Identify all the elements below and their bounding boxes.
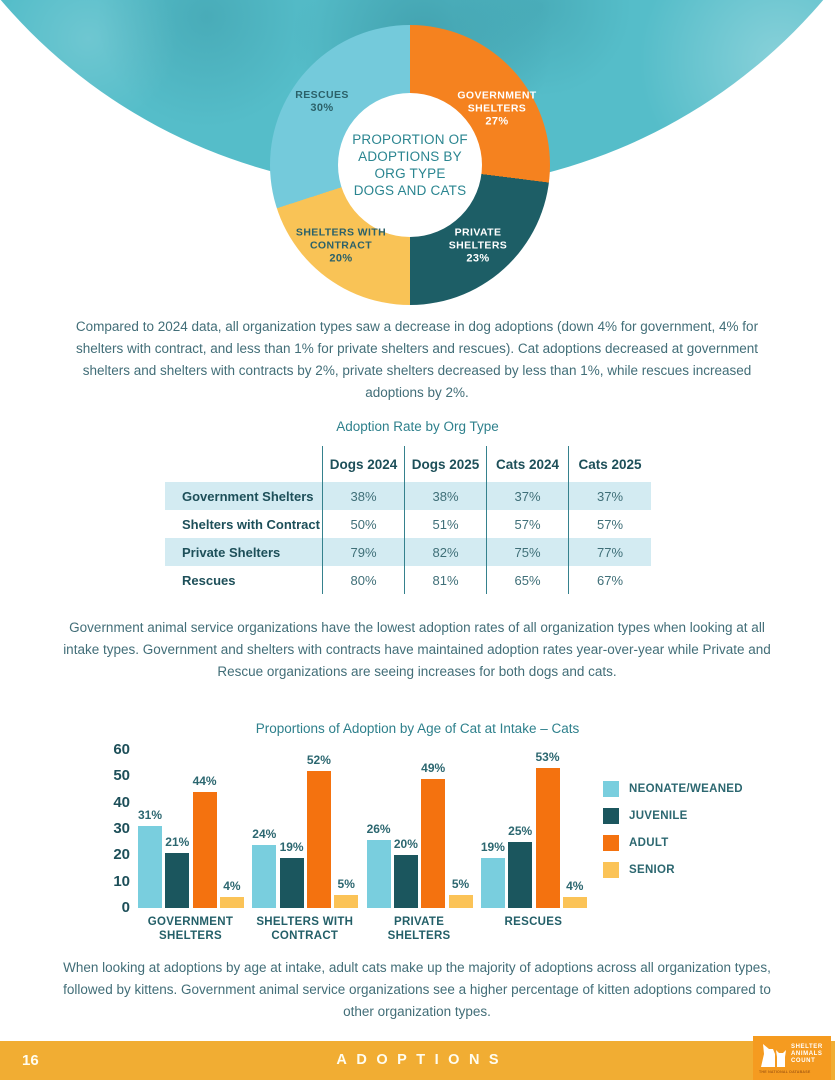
- bar-value-label: 4%: [223, 879, 241, 894]
- bar-value-label: 49%: [421, 760, 446, 775]
- table-row: [165, 538, 651, 566]
- bar-chart-title: Proportions of Adoption by Age of Cat at Intake – Cats: [255, 721, 580, 736]
- table-row-label: Shelters with Contract: [182, 516, 320, 532]
- donut-center-line: ORG TYPE: [374, 166, 446, 181]
- logo-wordmark: SHELTER ANIMALS COUNT: [791, 1044, 823, 1064]
- footer-bar: [0, 1041, 835, 1080]
- y-axis-tick-label: 40: [113, 793, 130, 811]
- table-header-row: [165, 446, 651, 482]
- legend-label: SENIOR: [629, 863, 675, 876]
- legend-label: NEONATE/WEANED: [629, 782, 743, 795]
- table-cell: 65%: [486, 566, 568, 594]
- page-number: 16: [22, 1052, 39, 1069]
- table-cell: 57%: [486, 510, 568, 538]
- adoption-rate-table: [165, 446, 651, 594]
- legend-item: [603, 834, 669, 851]
- table-row-label: Private Shelters: [182, 544, 281, 560]
- bar-value-label: 21%: [165, 834, 190, 849]
- donut-center-line: PROPORTION OF: [352, 132, 468, 147]
- legend-item: [603, 861, 675, 878]
- table-cell: 67%: [568, 566, 651, 594]
- bar: [563, 897, 587, 908]
- donut-segment-label: PRIVATE SHELTERS 23%: [448, 226, 508, 265]
- legend-swatch: [603, 781, 619, 797]
- table-row: [165, 482, 651, 510]
- table-cell: 80%: [322, 566, 404, 594]
- table-cell: 38%: [404, 482, 486, 510]
- donut-center-line: DOGS AND CATS: [353, 183, 467, 198]
- y-axis-tick-label: 60: [113, 741, 130, 758]
- bar-value-label: 4%: [566, 879, 584, 894]
- bar-value-label: 20%: [393, 837, 418, 852]
- legend-swatch: [603, 808, 619, 824]
- bar: [252, 845, 276, 908]
- bar-value-label: 19%: [480, 839, 505, 854]
- donut-center-line: ADOPTIONS BY: [358, 149, 462, 164]
- bar-value-label: 44%: [192, 774, 217, 789]
- paragraph-adoption-rates: Government animal service organizations have the lowest adoption rates of all organization types when looking at all intake types. Government and shelters with contracts have maintained adoption rates year-over-year while Private and Rescue organizations are seeing increases for both dogs and cats.: [63, 620, 771, 679]
- legend-item: [603, 807, 688, 824]
- y-axis-tick-label: 50: [113, 767, 130, 785]
- table-cell: 57%: [568, 510, 651, 538]
- footer-section-label: ADOPTIONS: [336, 1052, 509, 1068]
- bar-value-label: 53%: [535, 750, 560, 765]
- bar: [280, 858, 304, 908]
- bar-value-label: 26%: [366, 821, 391, 836]
- legend-label: ADULT: [629, 836, 669, 849]
- table-cell: 75%: [486, 538, 568, 566]
- y-axis-tick-label: 20: [113, 846, 130, 864]
- legend-swatch: [603, 862, 619, 878]
- table-cell: 37%: [568, 482, 651, 510]
- table-cell: 77%: [568, 538, 651, 566]
- legend-label: JUVENILE: [629, 809, 688, 822]
- table-column-header: Dogs 2025: [404, 446, 486, 482]
- bar-value-label: 19%: [279, 839, 304, 854]
- donut-segment-label: GOVERNMENT SHELTERS 27%: [457, 89, 537, 128]
- paragraph-adoption-change: Compared to 2024 data, all organization types saw a decrease in dog adoptions (down 4% for government, 4% for shelters with contract, and less than 1% for private shelters and rescues). Cat adoptions decreased at government shelters and shelters with contracts by 2%, private shelters decreased by less than 1%, while rescues increased adoptions by 2%.: [75, 319, 759, 400]
- table-column-header: Cats 2025: [568, 446, 651, 482]
- bar: [394, 855, 418, 908]
- table-cell: 51%: [404, 510, 486, 538]
- bar-value-label: 52%: [306, 753, 331, 768]
- legend-item: [603, 780, 743, 797]
- bar: [508, 842, 532, 908]
- table-row: [165, 566, 651, 594]
- table-row-label: Rescues: [182, 572, 236, 588]
- bar-value-label: 31%: [137, 808, 163, 823]
- category-label: SHELTERS WITH CONTRACT: [256, 916, 354, 942]
- bar-value-label: 24%: [252, 826, 277, 841]
- table-cell: 50%: [322, 510, 404, 538]
- donut-chart: [270, 25, 550, 305]
- table-row: [165, 510, 651, 538]
- bar-value-label: 5%: [337, 876, 355, 891]
- logo-tagline: THE NATIONAL DATABASE: [759, 1070, 811, 1075]
- legend-swatch: [603, 835, 619, 851]
- bar: [165, 853, 189, 908]
- table-cell: 81%: [404, 566, 486, 594]
- category-label: GOVERNMENT SHELTERS: [147, 916, 234, 942]
- category-label: RESCUES: [504, 916, 563, 928]
- donut-segment-label: SHELTERS WITH CONTRACT 20%: [295, 226, 387, 265]
- donut-segment-label: RESCUES 30%: [295, 89, 349, 114]
- table-cell: 37%: [486, 482, 568, 510]
- y-axis-tick-label: 10: [113, 872, 130, 890]
- bar-value-label: 25%: [508, 824, 533, 839]
- table-column-header: Cats 2024: [486, 446, 568, 482]
- table-cell: 38%: [322, 482, 404, 510]
- paragraph-age-intake: When looking at adoptions by age at intake, adult cats make up the majority of adoptions across all organization types, followed by kittens. Government animal service organizations see a higher percentage of kitten adoptions compared to other organization types.: [63, 960, 771, 1019]
- shelter-animals-count-logo: [753, 1036, 831, 1080]
- category-label: PRIVATE SHELTERS: [387, 916, 451, 942]
- table-cell: 82%: [404, 538, 486, 566]
- table-row-label: Government Shelters: [182, 488, 314, 504]
- table-cell: 79%: [322, 538, 404, 566]
- bar-value-label: 5%: [451, 876, 470, 891]
- y-axis-tick-label: 30: [113, 820, 130, 837]
- bar: [449, 895, 473, 908]
- age-bar-chart: [0, 735, 835, 960]
- bar: [334, 895, 358, 908]
- bar: [220, 897, 244, 908]
- dog-cat-silhouette-icon: [759, 1042, 789, 1068]
- table-title: Adoption Rate by Org Type: [336, 419, 499, 434]
- y-axis-tick-label: 0: [121, 899, 130, 916]
- bar: [481, 858, 505, 908]
- table-column-header: Dogs 2024: [322, 446, 404, 482]
